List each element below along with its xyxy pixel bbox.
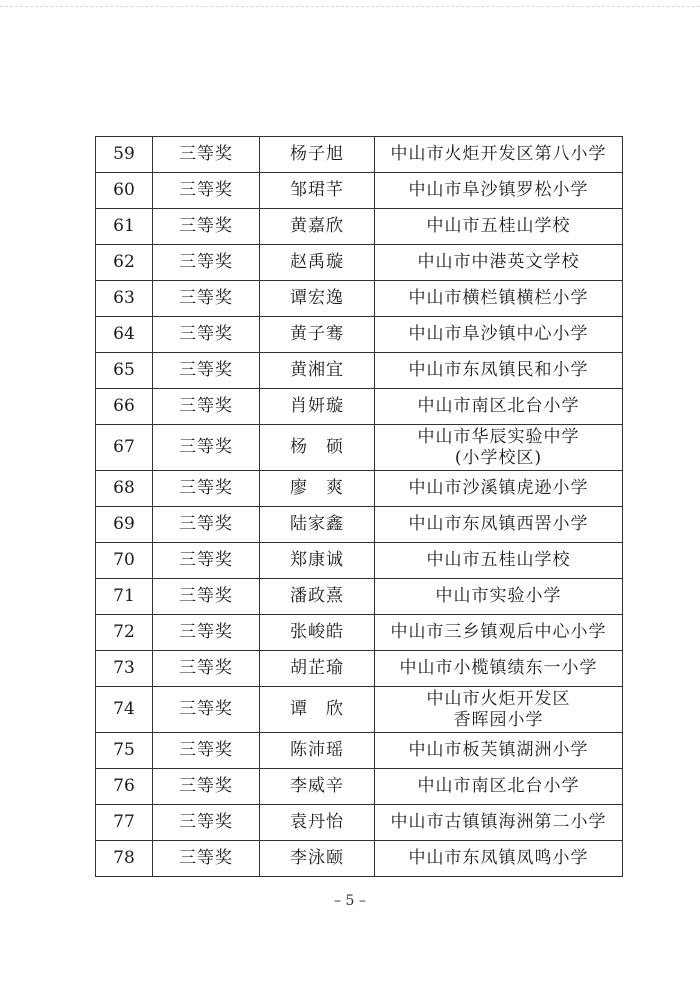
table-row <box>96 651 623 687</box>
award-level-cell: 三等奖 <box>153 317 260 353</box>
award-level-cell: 三等奖 <box>153 281 260 317</box>
school-name-cell <box>375 841 623 877</box>
school-name-line: 中山市东凤镇民和小学 <box>408 360 589 380</box>
school-name-cell <box>375 579 623 615</box>
student-name-cell: 胡芷瑜 <box>260 651 375 687</box>
row-number-cell: 77 <box>96 805 153 841</box>
row-number-cell: 63 <box>96 281 153 317</box>
school-name-line: 中山市东凤镇凤鸣小学 <box>408 848 589 868</box>
student-name-cell: 黄湘宜 <box>260 353 375 389</box>
school-name-cell <box>375 245 623 281</box>
school-name-line: 中山市实验小学 <box>435 586 562 606</box>
school-name-line: 中山市板芙镇湖洲小学 <box>408 740 589 760</box>
award-level-cell: 三等奖 <box>153 733 260 769</box>
award-level-cell: 三等奖 <box>153 805 260 841</box>
row-number-cell: 66 <box>96 389 153 425</box>
award-level-cell: 三等奖 <box>153 687 260 733</box>
row-number-cell: 60 <box>96 173 153 209</box>
table-row <box>96 245 623 281</box>
school-name-line: 中山市横栏镇横栏小学 <box>408 288 589 308</box>
row-number-cell: 67 <box>96 425 153 471</box>
school-name-line: 中山市东凤镇西罟小学 <box>408 514 589 534</box>
school-name-line: 中山市南区北台小学 <box>417 776 580 796</box>
school-name-line: 中山市沙溪镇虎逊小学 <box>408 478 589 498</box>
table-row <box>96 507 623 543</box>
page-number: – 5 – <box>334 893 366 909</box>
award-level-cell: 三等奖 <box>153 425 260 471</box>
school-name-cell <box>375 281 623 317</box>
school-name-line: 中山市小榄镇绩东一小学 <box>399 658 598 678</box>
school-name-line: 中山市阜沙镇罗松小学 <box>408 180 589 200</box>
award-level-cell: 三等奖 <box>153 353 260 389</box>
student-name-cell: 杨子旭 <box>260 137 375 173</box>
award-level-cell: 三等奖 <box>153 471 260 507</box>
row-number-cell: 75 <box>96 733 153 769</box>
student-name-cell: 谭宏逸 <box>260 281 375 317</box>
student-name-cell: 谭 欣 <box>260 687 375 733</box>
school-name-line: 中山市三乡镇观后中心小学 <box>390 622 607 642</box>
school-name-cell <box>375 543 623 579</box>
award-level-cell: 三等奖 <box>153 543 260 579</box>
school-name-cell <box>375 209 623 245</box>
student-name-cell: 陆家鑫 <box>260 507 375 543</box>
row-number-cell: 72 <box>96 615 153 651</box>
award-level-cell: 三等奖 <box>153 389 260 425</box>
table-row <box>96 425 623 471</box>
school-name-line: 中山市火炬开发区 <box>426 688 571 709</box>
award-level-cell: 三等奖 <box>153 579 260 615</box>
award-level-cell: 三等奖 <box>153 173 260 209</box>
student-name-cell: 肖妍璇 <box>260 389 375 425</box>
table-row <box>96 841 623 877</box>
table-row <box>96 137 623 173</box>
table-row <box>96 389 623 425</box>
table-row <box>96 317 623 353</box>
student-name-cell: 张峻皓 <box>260 615 375 651</box>
row-number-cell: 62 <box>96 245 153 281</box>
school-name-cell <box>375 471 623 507</box>
student-name-cell: 杨 硕 <box>260 425 375 471</box>
school-name-cell <box>375 507 623 543</box>
school-name-cell <box>375 687 623 733</box>
student-name-cell: 廖 爽 <box>260 471 375 507</box>
table-row <box>96 805 623 841</box>
school-name-cell <box>375 389 623 425</box>
row-number-cell: 70 <box>96 543 153 579</box>
student-name-cell: 郑康诚 <box>260 543 375 579</box>
student-name-cell: 李威辛 <box>260 769 375 805</box>
student-name-cell: 邹珺芊 <box>260 173 375 209</box>
school-name-line: 香晖园小学 <box>453 709 544 730</box>
row-number-cell: 65 <box>96 353 153 389</box>
student-name-cell: 袁丹怡 <box>260 805 375 841</box>
table-row <box>96 579 623 615</box>
award-level-cell: 三等奖 <box>153 245 260 281</box>
school-name-cell <box>375 769 623 805</box>
school-name-line: 中山市中港英文学校 <box>417 252 580 272</box>
table-row <box>96 173 623 209</box>
table-row <box>96 209 623 245</box>
award-level-cell: 三等奖 <box>153 137 260 173</box>
student-name-cell: 潘政熹 <box>260 579 375 615</box>
school-name-line: 中山市阜沙镇中心小学 <box>408 324 589 344</box>
school-name-cell <box>375 353 623 389</box>
student-name-cell: 黄子骞 <box>260 317 375 353</box>
school-name-line: 中山市五桂山学校 <box>426 216 571 236</box>
table-row <box>96 471 623 507</box>
school-name-cell <box>375 137 623 173</box>
student-name-cell: 陈沛瑶 <box>260 733 375 769</box>
student-name-cell: 赵禹璇 <box>260 245 375 281</box>
school-name-line: 中山市火炬开发区第八小学 <box>390 144 607 164</box>
row-number-cell: 61 <box>96 209 153 245</box>
table-row <box>96 353 623 389</box>
row-number-cell: 74 <box>96 687 153 733</box>
award-level-cell: 三等奖 <box>153 841 260 877</box>
table-row <box>96 543 623 579</box>
row-number-cell: 69 <box>96 507 153 543</box>
table-row <box>96 615 623 651</box>
school-name-line: 中山市华辰实验中学 <box>417 426 580 447</box>
scan-top-edge <box>0 6 700 7</box>
school-name-cell <box>375 425 623 471</box>
row-number-cell: 59 <box>96 137 153 173</box>
award-level-cell: 三等奖 <box>153 651 260 687</box>
school-name-cell <box>375 805 623 841</box>
school-name-line: 中山市南区北台小学 <box>417 396 580 416</box>
student-name-cell: 黄嘉欣 <box>260 209 375 245</box>
row-number-cell: 64 <box>96 317 153 353</box>
school-name-line: 中山市古镇镇海洲第二小学 <box>390 812 607 832</box>
table-row <box>96 281 623 317</box>
student-name-cell: 李泳颐 <box>260 841 375 877</box>
row-number-cell: 78 <box>96 841 153 877</box>
school-name-line: (小学校区) <box>454 447 543 468</box>
school-name-cell <box>375 615 623 651</box>
school-name-cell <box>375 173 623 209</box>
school-name-cell <box>375 317 623 353</box>
row-number-cell: 68 <box>96 471 153 507</box>
table-row <box>96 687 623 733</box>
table-row <box>96 769 623 805</box>
award-level-cell: 三等奖 <box>153 615 260 651</box>
award-list-body <box>96 137 623 877</box>
award-level-cell: 三等奖 <box>153 507 260 543</box>
row-number-cell: 76 <box>96 769 153 805</box>
school-name-cell <box>375 733 623 769</box>
award-level-cell: 三等奖 <box>153 769 260 805</box>
award-level-cell: 三等奖 <box>153 209 260 245</box>
award-list-table <box>95 136 623 877</box>
row-number-cell: 73 <box>96 651 153 687</box>
row-number-cell: 71 <box>96 579 153 615</box>
school-name-line: 中山市五桂山学校 <box>426 550 571 570</box>
school-name-cell <box>375 651 623 687</box>
table-row <box>96 733 623 769</box>
